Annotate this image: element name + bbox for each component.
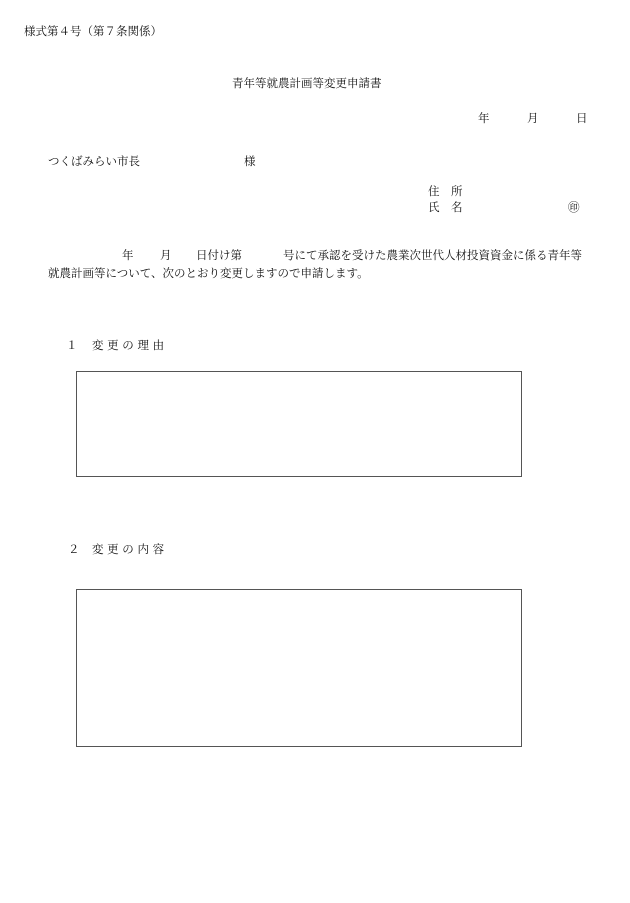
body-date-suffix: 日付け第 — [196, 248, 242, 262]
date-month-label: 月 — [527, 111, 539, 125]
section-2-title: 変 更 の 内 容 — [92, 542, 165, 556]
address-label: 住 所 — [428, 184, 463, 198]
name-label: 氏 名 — [428, 200, 463, 214]
form-number: 様式第４号（第７条関係） — [24, 24, 162, 38]
section-2-number: ２ — [68, 542, 80, 556]
section-1-title: 変 更 の 理 由 — [92, 338, 165, 352]
date-year-label: 年 — [478, 111, 490, 125]
document-title: 青年等就農計画等変更申請書 — [232, 76, 382, 90]
body-year-label: 年 — [122, 248, 134, 262]
date-day-label: 日 — [576, 111, 588, 125]
recipient-honorific: 様 — [244, 154, 256, 168]
recipient-name: つくばみらい市長 — [48, 154, 140, 168]
body-month-label: 月 — [160, 248, 172, 262]
body-line2: 就農計画等について、次のとおり変更しますので申請します。 — [48, 266, 369, 280]
change-reason-box[interactable] — [76, 371, 522, 477]
change-content-box[interactable] — [76, 589, 522, 747]
seal-mark: ㊞ — [568, 200, 580, 214]
section-1-number: １ — [66, 338, 78, 352]
body-line1-rest: 号にて承認を受けた農業次世代人材投資資金に係る青年等 — [283, 248, 582, 262]
